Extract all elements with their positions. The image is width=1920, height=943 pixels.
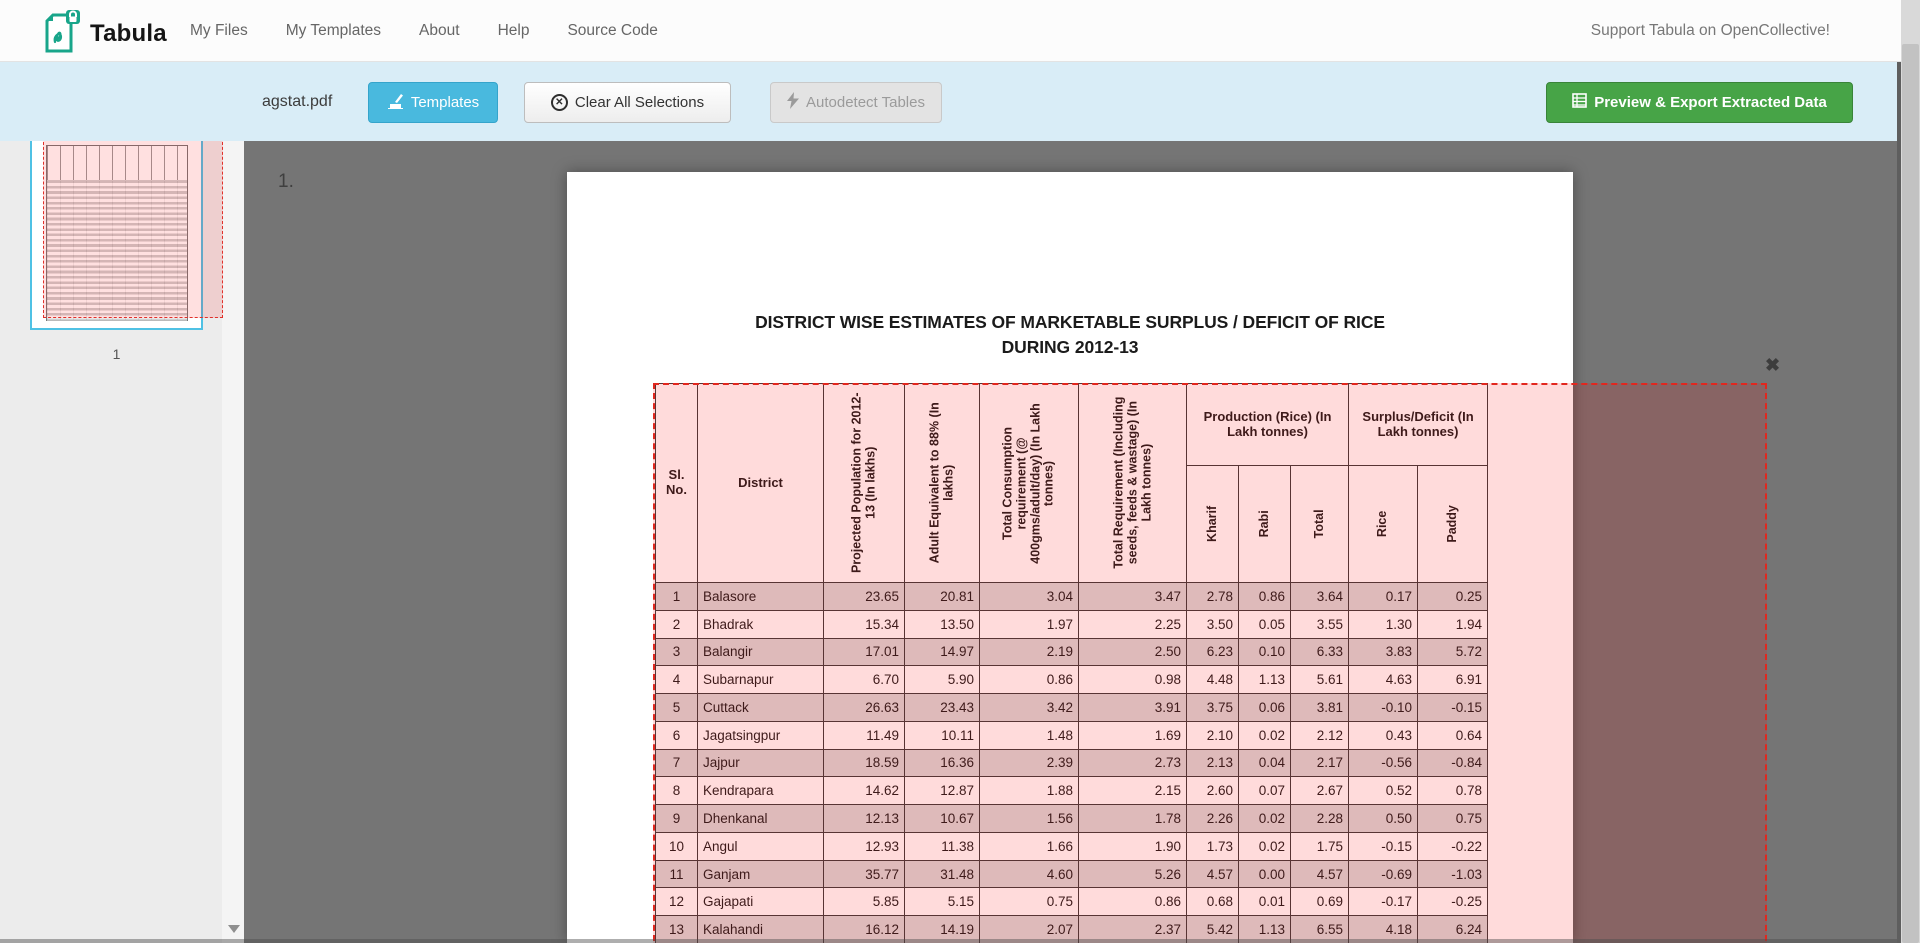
table-cell: 35.77 [824, 860, 905, 888]
table-cell: 12.13 [824, 805, 905, 833]
table-cell: 12.87 [905, 777, 980, 805]
header-sl-no: Sl. No. [656, 384, 698, 583]
table-cell: 17.01 [824, 638, 905, 666]
table-cell: Kendrapara [698, 777, 824, 805]
nav-links [190, 0, 658, 62]
table-cell: 2.78 [1187, 583, 1239, 611]
table-cell: -0.10 [1349, 694, 1418, 722]
table-cell: 4.57 [1187, 860, 1239, 888]
sidebar-scrollbar [222, 62, 244, 943]
table-cell: 0.98 [1079, 666, 1187, 694]
table-cell: 0.75 [980, 888, 1079, 916]
table-cell: 4.57 [1291, 860, 1349, 888]
table-cell: 1.13 [1239, 666, 1291, 694]
header-rabi: Rabi [1239, 466, 1291, 583]
table-cell: 5.90 [905, 666, 980, 694]
table-cell: 14.19 [905, 916, 980, 943]
table-cell: 0.02 [1239, 721, 1291, 749]
clear-all-selections-button[interactable] [524, 82, 731, 123]
table-cell: 3 [656, 638, 698, 666]
table-cell: 0.86 [980, 666, 1079, 694]
nav-item-about[interactable]: About [419, 22, 460, 39]
table-cell: Bhadrak [698, 610, 824, 638]
table-cell: Balasore [698, 583, 824, 611]
filename-label: agstat.pdf [262, 92, 333, 110]
table-cell: 2.17 [1291, 749, 1349, 777]
table-cell: 0.25 [1418, 583, 1488, 611]
table-cell: 0.64 [1418, 721, 1488, 749]
table-cell: 1.75 [1291, 832, 1349, 860]
table-cell: 15.34 [824, 610, 905, 638]
selection-overlay[interactable] [653, 383, 1767, 943]
table-cell: 1.97 [980, 610, 1079, 638]
spreadsheet-icon [1572, 93, 1587, 112]
header-rice: Rice [1349, 466, 1418, 583]
table-cell: 2.10 [1187, 721, 1239, 749]
table-cell: 0.69 [1291, 888, 1349, 916]
table-cell: 1.48 [980, 721, 1079, 749]
table-cell: 0.78 [1418, 777, 1488, 805]
toolbar [0, 62, 1920, 141]
table-cell: 3.91 [1079, 694, 1187, 722]
table-cell: 2.60 [1187, 777, 1239, 805]
table-cell: 2.50 [1079, 638, 1187, 666]
table-cell: 2.73 [1079, 749, 1187, 777]
table-cell: 2.13 [1187, 749, 1239, 777]
table-cell: 6.33 [1291, 638, 1349, 666]
table-cell: 10.67 [905, 805, 980, 833]
table-cell: 2.67 [1291, 777, 1349, 805]
table-cell: 4.48 [1187, 666, 1239, 694]
table-cell: 2.12 [1291, 721, 1349, 749]
table-cell: -0.22 [1418, 832, 1488, 860]
table-cell: 1.78 [1079, 805, 1187, 833]
table-cell: 0.43 [1349, 721, 1418, 749]
table-cell: 3.75 [1187, 694, 1239, 722]
clear-button-label: Clear All Selections [574, 94, 705, 111]
table-cell: 9 [656, 805, 698, 833]
table-cell: 0.02 [1239, 805, 1291, 833]
table-cell: -0.15 [1349, 832, 1418, 860]
table-cell: 5.85 [824, 888, 905, 916]
table-cell: 0.75 [1418, 805, 1488, 833]
table-cell: 3.64 [1291, 583, 1349, 611]
table-cell: -0.25 [1418, 888, 1488, 916]
header-adult-equivalent: Adult Equivalent to 88% (In lakhs) [905, 384, 980, 583]
window-scrollbar-thumb[interactable] [1902, 44, 1919, 943]
table-cell: -0.17 [1349, 888, 1418, 916]
table-cell: 3.47 [1079, 583, 1187, 611]
table-cell: 2.39 [980, 749, 1079, 777]
support-link[interactable]: Support Tabula on OpenCollective! [1590, 22, 1830, 39]
table-cell: 1.73 [1187, 832, 1239, 860]
header-district: District [698, 384, 824, 583]
brand-link[interactable] [44, 9, 167, 58]
lightning-bolt-icon [787, 92, 799, 113]
table-cell: 23.43 [905, 694, 980, 722]
table-cell: 4.63 [1349, 666, 1418, 694]
header-total-requirement: Total Requirement (Including seeds, feeds & wastage) (In Lakh tonnes) [1079, 384, 1187, 583]
table-cell: 1.88 [980, 777, 1079, 805]
table-cell: 2.19 [980, 638, 1079, 666]
table-cell: -0.69 [1349, 860, 1418, 888]
table-cell: 0.01 [1239, 888, 1291, 916]
table-cell: 23.65 [824, 583, 905, 611]
table-cell: 1.13 [1239, 916, 1291, 943]
table-cell: 6.24 [1418, 916, 1488, 943]
thumbnail-sidebar [0, 62, 244, 943]
table-cell: Ganjam [698, 860, 824, 888]
table-cell: 0.17 [1349, 583, 1418, 611]
document-viewport [244, 141, 1897, 943]
table-cell: 0.02 [1239, 832, 1291, 860]
table-cell: 1.30 [1349, 610, 1418, 638]
templates-button-label: Templates [410, 94, 480, 111]
table-cell: 12.93 [824, 832, 905, 860]
header-total: Total [1291, 466, 1349, 583]
templates-button[interactable] [368, 82, 498, 123]
tabula-logo-icon [44, 9, 81, 58]
table-cell: 31.48 [905, 860, 980, 888]
table-cell: 6 [656, 721, 698, 749]
table-cell: 0.86 [1079, 888, 1187, 916]
table-cell: -0.56 [1349, 749, 1418, 777]
table-cell: 3.42 [980, 694, 1079, 722]
table-cell: 16.36 [905, 749, 980, 777]
table-cell: 5.61 [1291, 666, 1349, 694]
table-cell: 0.68 [1187, 888, 1239, 916]
table-cell: 11 [656, 860, 698, 888]
table-cell: 5.42 [1187, 916, 1239, 943]
header-surplus-group: Surplus/Deficit (In Lakh tonnes) [1349, 384, 1488, 466]
table-cell: 2.28 [1291, 805, 1349, 833]
header-kharif: Kharif [1187, 466, 1239, 583]
table-cell: 5.15 [905, 888, 980, 916]
table-cell: 26.63 [824, 694, 905, 722]
table-cell: Jagatsingpur [698, 721, 824, 749]
selection-close-icon[interactable]: ✖ [1765, 355, 1781, 375]
header-projected-population: Projected Population for 2012-13 (In lakhs) [824, 384, 905, 583]
table-cell: 10.11 [905, 721, 980, 749]
table-cell: 3.04 [980, 583, 1079, 611]
nav-item-my-files[interactable]: My Files [190, 22, 248, 39]
nav-item-source-code[interactable]: Source Code [567, 22, 658, 39]
import-templates-icon [387, 93, 404, 113]
table-cell: 10 [656, 832, 698, 860]
table-cell: 4 [656, 666, 698, 694]
table-cell: Subarnapur [698, 666, 824, 694]
table-cell: 5.72 [1418, 638, 1488, 666]
preview-export-button[interactable] [1546, 82, 1853, 123]
table-cell: 1.90 [1079, 832, 1187, 860]
table-cell: 0.86 [1239, 583, 1291, 611]
table-cell: 0.04 [1239, 749, 1291, 777]
table-cell: 0.07 [1239, 777, 1291, 805]
table-cell: Dhenkanal [698, 805, 824, 833]
table-cell: Cuttack [698, 694, 824, 722]
table-cell: 3.55 [1291, 610, 1349, 638]
table-cell: 5 [656, 694, 698, 722]
table-cell: Balangir [698, 638, 824, 666]
table-cell: 20.81 [905, 583, 980, 611]
thumbnail-page-number: 1 [112, 346, 121, 362]
table-cell: 13.50 [905, 610, 980, 638]
table-cell: -1.03 [1418, 860, 1488, 888]
table-cell: 11.38 [905, 832, 980, 860]
export-button-label: Preview & Export Extracted Data [1594, 94, 1827, 111]
table-cell: 12 [656, 888, 698, 916]
table-cell: -0.15 [1418, 694, 1488, 722]
thumbnail-selection-overlay [43, 137, 223, 318]
table-cell: 0.00 [1239, 860, 1291, 888]
header-total-consumption: Total Consumption requirement (@ 400gms/adult/day) (In Lakh tonnes) [980, 384, 1079, 583]
navbar [0, 0, 1920, 62]
autodetect-tables-button[interactable] [770, 82, 942, 123]
pdf-table-title: DISTRICT WISE ESTIMATES OF MARKETABLE SURPLUS / DEFICIT OF RICE DURING 2012-13 [755, 312, 1385, 357]
header-production-group: Production (Rice) (In Lakh tonnes) [1187, 384, 1349, 466]
nav-item-help[interactable]: Help [497, 22, 530, 39]
table-cell: 18.59 [824, 749, 905, 777]
table-cell: 7 [656, 749, 698, 777]
table-cell: 1.69 [1079, 721, 1187, 749]
horizontal-scrollbar [0, 939, 1897, 943]
circled-x-icon: ✕ [551, 94, 568, 111]
window-scrollbar [1901, 0, 1920, 943]
table-cell: 1.66 [980, 832, 1079, 860]
table-cell: 11.49 [824, 721, 905, 749]
table-cell: 6.70 [824, 666, 905, 694]
table-cell: 1.56 [980, 805, 1079, 833]
brand-title: Tabula [90, 19, 167, 47]
table-cell: 5.26 [1079, 860, 1187, 888]
page-index-label: 1. [278, 171, 294, 192]
header-paddy: Paddy [1418, 466, 1488, 583]
table-cell: 0.06 [1239, 694, 1291, 722]
table-cell: 4.18 [1349, 916, 1418, 943]
table-cell: 13 [656, 916, 698, 943]
table-cell: 6.55 [1291, 916, 1349, 943]
table-cell: 1 [656, 583, 698, 611]
table-cell: 8 [656, 777, 698, 805]
table-cell: 16.12 [824, 916, 905, 943]
table-cell: 2.07 [980, 916, 1079, 943]
table-cell: 3.81 [1291, 694, 1349, 722]
table-cell: 0.10 [1239, 638, 1291, 666]
table-cell: -0.84 [1418, 749, 1488, 777]
table-cell: 0.05 [1239, 610, 1291, 638]
autodetect-button-label: Autodetect Tables [806, 94, 925, 111]
table-cell: Kalahandi [698, 916, 824, 943]
table-cell: 6.23 [1187, 638, 1239, 666]
table-cell: 2.37 [1079, 916, 1187, 943]
table-cell: Gajapati [698, 888, 824, 916]
table-cell: 4.60 [980, 860, 1079, 888]
table-cell: 3.50 [1187, 610, 1239, 638]
table-cell: 1.94 [1418, 610, 1488, 638]
table-cell: 14.62 [824, 777, 905, 805]
table-cell: 6.91 [1418, 666, 1488, 694]
table-cell: 2.15 [1079, 777, 1187, 805]
table-cell: 2 [656, 610, 698, 638]
table-cell: 0.52 [1349, 777, 1418, 805]
table-cell: Angul [698, 832, 824, 860]
table-cell: Jajpur [698, 749, 824, 777]
table-cell: 0.50 [1349, 805, 1418, 833]
nav-item-my-templates[interactable]: My Templates [285, 22, 382, 39]
table-cell: 2.26 [1187, 805, 1239, 833]
table-cell: 3.83 [1349, 638, 1418, 666]
scroll-down-icon[interactable] [228, 925, 240, 933]
table-cell: 2.25 [1079, 610, 1187, 638]
table-cell: 14.97 [905, 638, 980, 666]
